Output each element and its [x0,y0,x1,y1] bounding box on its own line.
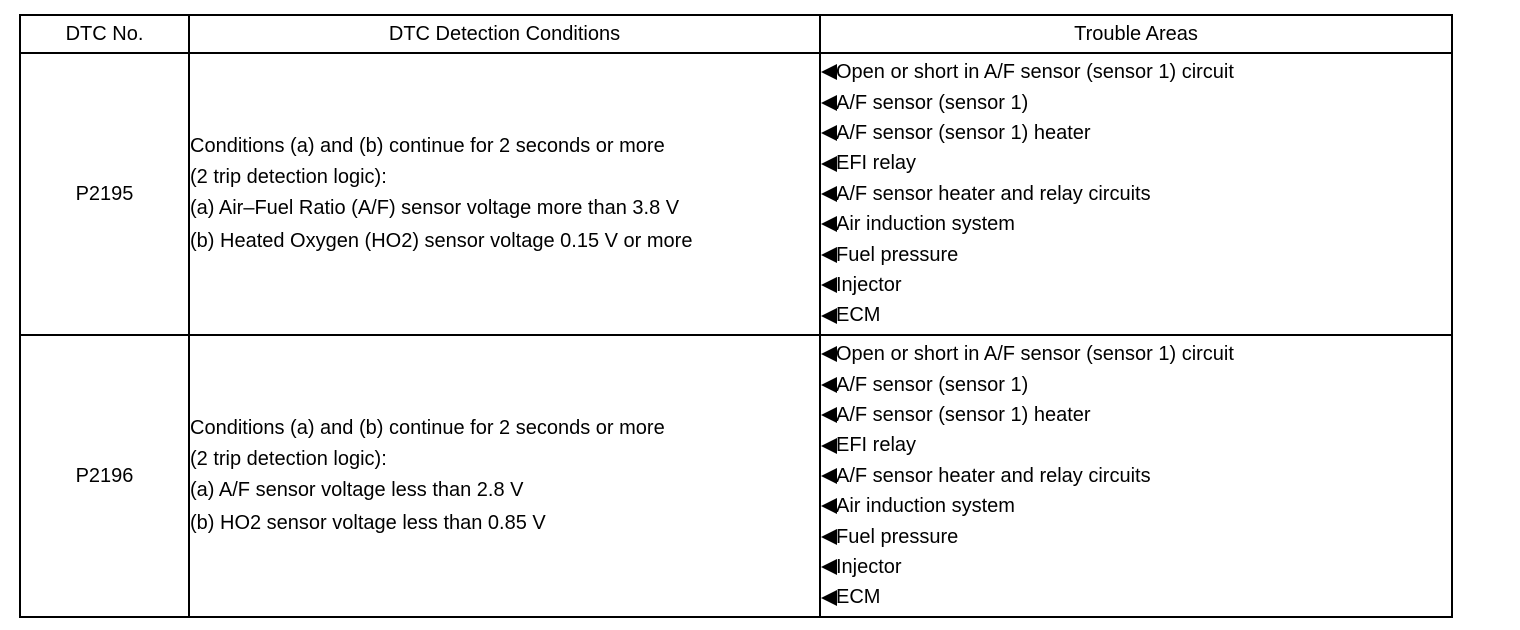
list-item [821,240,1451,270]
trouble-area-label: A/F sensor (sensor 1) heater [836,403,1091,426]
trouble-areas [820,335,1452,617]
list-item [821,582,1451,612]
left-triangle-icon [821,95,837,111]
header-dtc-no: DTC No. [20,15,189,53]
trouble-area-list [821,57,1451,331]
trouble-area-label: Fuel pressure [836,525,959,548]
trouble-area-label: A/F sensor (sensor 1) heater [836,121,1091,144]
trouble-area-label: Air induction system [836,213,1015,236]
list-item [821,118,1451,148]
left-triangle-icon [821,346,837,362]
left-triangle-icon [821,64,837,80]
trouble-area-label: ECM [836,586,881,609]
trouble-area-list [821,339,1451,613]
condition-line: (2 trip detection logic): [190,165,387,188]
left-triangle-icon [821,125,837,141]
list-item [821,400,1451,430]
trouble-area-label: Open or short in A/F sensor (sensor 1) circuit [836,61,1234,84]
trouble-area-label: Injector [836,556,902,579]
list-item [821,209,1451,239]
trouble-area-label: EFI relay [836,434,917,457]
condition-line: (a) A/F sensor voltage less than 2.8 V [190,478,524,501]
trouble-area-label: Fuel pressure [836,243,959,266]
left-triangle-icon [821,247,837,263]
list-item [821,300,1451,330]
detection-conditions [189,335,820,617]
condition-line: Conditions (a) and (b) continue for 2 seconds or more [190,416,665,439]
trouble-area-label: A/F sensor heater and relay circuits [836,182,1151,205]
trouble-area-label: ECM [836,304,881,327]
list-item [821,491,1451,521]
trouble-area-label: Open or short in A/F sensor (sensor 1) circuit [836,343,1234,366]
list-item [821,88,1451,118]
left-triangle-icon [821,308,837,324]
left-triangle-icon [821,438,837,454]
trouble-area-label: Air induction system [836,495,1015,518]
list-item [821,57,1451,87]
left-triangle-icon [821,498,837,514]
condition-line: (a) Air–Fuel Ratio (A/F) sensor voltage more than 3.8 V [190,196,680,219]
list-item [821,430,1451,460]
left-triangle-icon [821,277,837,293]
left-triangle-icon [821,590,837,606]
trouble-area-label: A/F sensor (sensor 1) [836,373,1029,396]
left-triangle-icon [821,468,837,484]
left-triangle-icon [821,216,837,232]
trouble-area-label: A/F sensor heater and relay circuits [836,464,1151,487]
condition-line: (b) Heated Oxygen (HO2) sensor voltage 0.15 V or more [190,229,693,252]
list-item [821,270,1451,300]
left-triangle-icon [821,156,837,172]
trouble-area-label: Injector [836,274,902,297]
trouble-area-label: EFI relay [836,152,917,175]
left-triangle-icon [821,559,837,575]
list-item [821,522,1451,552]
condition-line: Conditions (a) and (b) continue for 2 seconds or more [190,134,665,157]
trouble-areas [820,53,1452,335]
list-item [821,179,1451,209]
header-trouble-areas: Trouble Areas [820,15,1452,53]
list-item [821,148,1451,178]
header-detection-conditions: DTC Detection Conditions [189,15,820,53]
list-item [821,461,1451,491]
left-triangle-icon [821,407,837,423]
dtc-table [19,14,1453,618]
left-triangle-icon [821,529,837,545]
list-item [821,552,1451,582]
dtc-code: P2195 [20,53,189,335]
left-triangle-icon [821,377,837,393]
list-item [821,339,1451,369]
table-row [20,53,1452,335]
trouble-area-label: A/F sensor (sensor 1) [836,91,1029,114]
table-row [20,335,1452,617]
condition-line: (2 trip detection logic): [190,447,387,470]
table-header-row [20,15,1452,53]
dtc-code: P2196 [20,335,189,617]
left-triangle-icon [821,186,837,202]
condition-line: (b) HO2 sensor voltage less than 0.85 V [190,511,546,534]
list-item [821,370,1451,400]
detection-conditions [189,53,820,335]
